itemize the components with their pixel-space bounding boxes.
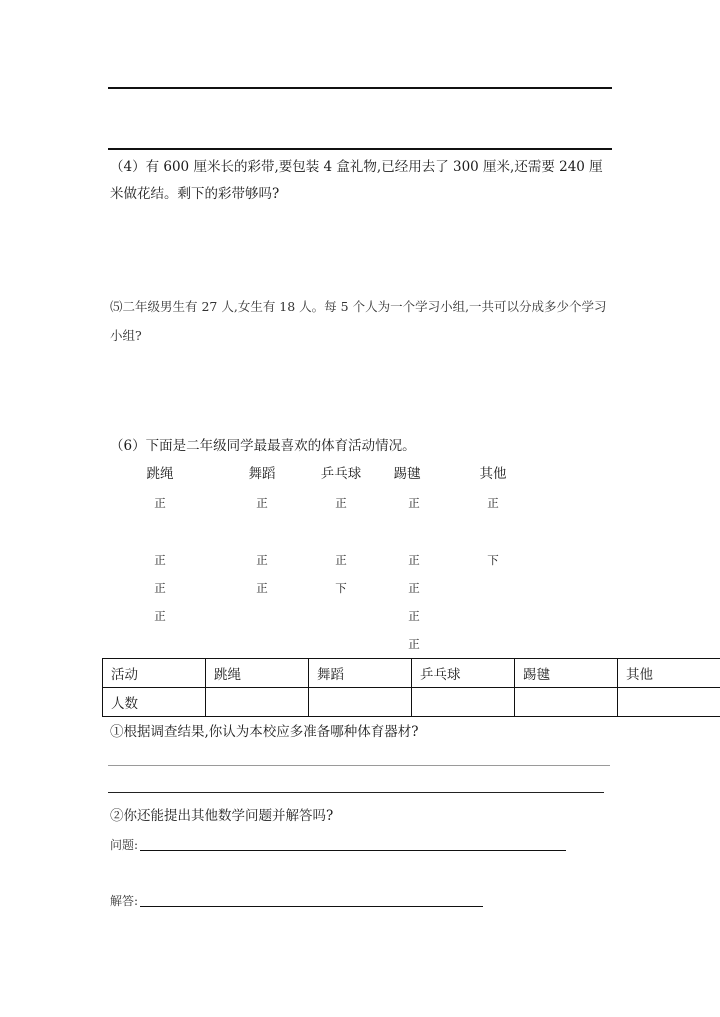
tally-mark: 正 xyxy=(408,496,420,510)
tally-mark: 下 xyxy=(487,553,499,567)
tally-header-shuttlecock: 踢毽 xyxy=(393,466,421,482)
tally-mark: 正 xyxy=(256,496,268,510)
q5-line1: ⑸二年级男生有 27 人,女生有 18 人。每 5 个人为一个学习小组,一共可以分成多少个学习 xyxy=(110,299,607,314)
tally-header-other: 其他 xyxy=(479,466,507,482)
tally-mark: 正 xyxy=(335,553,347,567)
answer-line[interactable] xyxy=(108,792,604,793)
tally-mark: 正 xyxy=(335,496,347,510)
tally-mark: 正 xyxy=(154,553,166,567)
q6-sub2: ②你还能提出其他数学问题并解答吗? xyxy=(110,808,334,824)
question-fill-line[interactable] xyxy=(140,850,566,851)
count-input-cell[interactable] xyxy=(309,688,412,717)
tally-mark: 正 xyxy=(154,496,166,510)
answer-fill-line[interactable] xyxy=(140,906,483,907)
tally-header-ping-pong: 乒乓球 xyxy=(320,466,362,482)
table-cell: 乒乓球 xyxy=(412,659,515,688)
answer-line-top xyxy=(108,87,612,89)
tally-mark: 正 xyxy=(154,581,166,595)
q5-line2: 小组? xyxy=(110,328,142,343)
count-input-cell[interactable] xyxy=(412,688,515,717)
tally-mark: 下 xyxy=(335,581,347,595)
q4-line1: （4）有 600 厘米长的彩带,要包装 4 盒礼物,已经用去了 300 厘米,还需要 240 厘 xyxy=(110,159,603,175)
tally-mark: 正 xyxy=(256,581,268,595)
tally-header-dance: 舞蹈 xyxy=(248,466,276,482)
table-cell: 踢毽 xyxy=(515,659,618,688)
tally-mark: 正 xyxy=(408,553,420,567)
tally-mark: 正 xyxy=(256,553,268,567)
answer-label: 解答: xyxy=(110,894,139,908)
count-input-cell[interactable] xyxy=(515,688,618,717)
q4-line2: 米做花结。剩下的彩带够吗? xyxy=(110,186,280,202)
table-cell: 其他 xyxy=(618,659,720,688)
table-row xyxy=(103,688,720,717)
table-row xyxy=(103,659,720,688)
tally-mark: 正 xyxy=(487,496,499,510)
table-cell: 跳绳 xyxy=(206,659,309,688)
answer-line[interactable] xyxy=(108,765,610,766)
table-cell: 舞蹈 xyxy=(309,659,412,688)
count-input-cell[interactable] xyxy=(206,688,309,717)
q6-sub1: ①根据调查结果,你认为本校应多准备哪种体育器材? xyxy=(110,724,419,740)
tally-mark: 正 xyxy=(154,609,166,623)
survey-table xyxy=(102,658,720,717)
table-cell: 人数 xyxy=(103,688,206,717)
question-label: 问题: xyxy=(110,838,139,852)
answer-line-q3 xyxy=(108,148,612,150)
tally-mark: 正 xyxy=(408,581,420,595)
q6-intro: （6）下面是二年级同学最最喜欢的体育活动情况。 xyxy=(110,438,416,454)
count-input-cell[interactable] xyxy=(618,688,720,717)
table-cell: 活动 xyxy=(103,659,206,688)
tally-mark: 正 xyxy=(408,609,420,623)
tally-mark: 正 xyxy=(408,637,420,651)
tally-header-jump-rope: 跳绳 xyxy=(146,466,174,482)
